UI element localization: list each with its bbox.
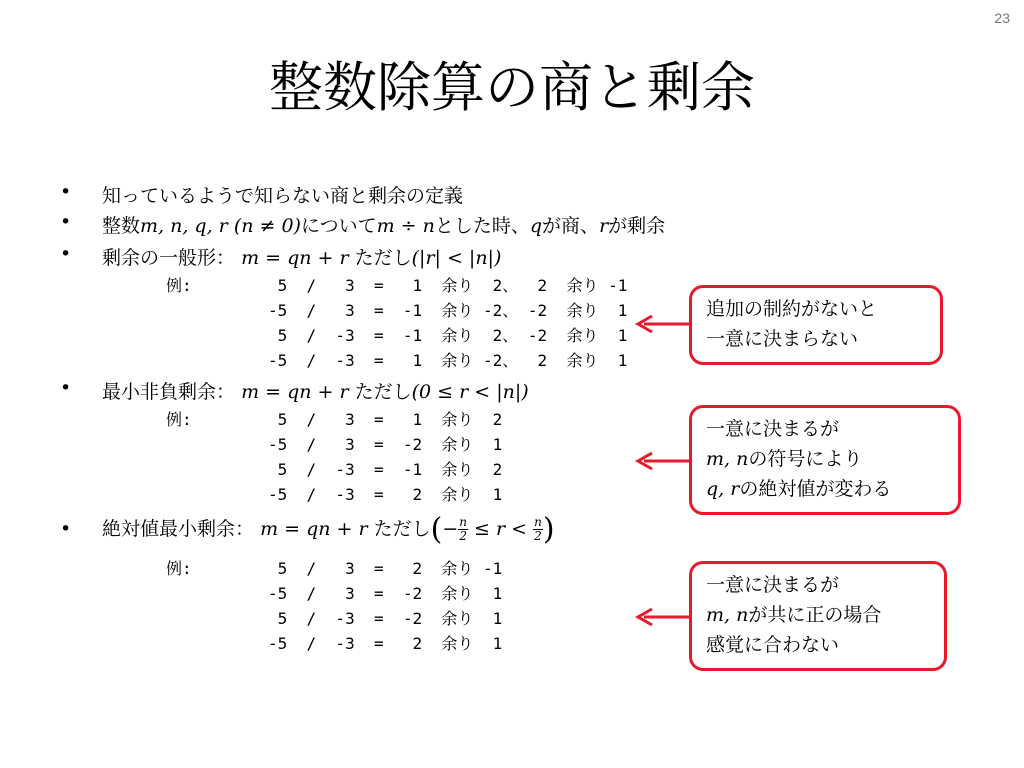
- math-equation: m = qn + r: [241, 247, 349, 269]
- page-number: 23: [994, 10, 1010, 26]
- left-paren: (: [430, 512, 443, 547]
- math-condition: (0 ≤ r < |n|): [411, 381, 529, 403]
- example-line: -5 / 3 = -2 余り 1: [268, 584, 503, 603]
- bullet-text: とした時、: [434, 215, 530, 237]
- math-equation: m = qn + r: [241, 381, 349, 403]
- arrow-left-icon: [632, 451, 692, 471]
- callout-line: 一意に決まるが: [706, 418, 840, 440]
- math-vars: m, n, q, r: [140, 215, 228, 237]
- callout-math: m, n: [706, 604, 749, 626]
- example-line: -5 / -3 = 2 余り 1: [268, 485, 503, 504]
- math-division: m ÷ n: [376, 215, 435, 237]
- fraction-n-over-2: $\frac{n}{2}$: [459, 515, 467, 543]
- example-line: 5 / -3 = -1 余り 2: [268, 460, 503, 479]
- callout-line: 追加の制約がないと: [706, 298, 878, 320]
- bullet-dot: •: [60, 243, 72, 265]
- bullet-text: ただし: [354, 381, 412, 403]
- callout-not-unique: [689, 285, 943, 365]
- example-line: -5 / -3 = 2 余り 1: [268, 634, 503, 653]
- example-line: -5 / 3 = -1 余り -2、 -2 余り 1: [268, 301, 628, 320]
- example-line: 5 / 3 = 1 余り 2、 2 余り -1: [268, 276, 628, 295]
- math-condition: (|r| < |n|): [411, 247, 502, 269]
- example-line: 5 / -3 = -1 余り 2、 -2 余り 1: [268, 326, 628, 345]
- math-r: r: [599, 215, 609, 237]
- fraction-n-over-2: $\frac{n}{2}$: [534, 515, 542, 543]
- bullet-text: について: [300, 215, 377, 237]
- example-line: -5 / 3 = -2 余り 1: [268, 435, 503, 454]
- bullet-label: 絶対値最小剰余：: [102, 518, 255, 540]
- callout-math: q, r: [706, 478, 740, 500]
- slide-title: 整数除算の商と剰余: [269, 56, 755, 119]
- bullet-text: が商、: [542, 215, 600, 237]
- callout-text: の絶対値が変わる: [739, 478, 892, 500]
- bullet-text: ただし: [373, 518, 431, 540]
- arrow-left-icon: [632, 314, 692, 334]
- bullet-text: が剰余: [608, 215, 666, 237]
- example-label: 例:: [166, 410, 192, 429]
- bullet-text: 整数: [102, 215, 141, 237]
- bullet-dot: •: [60, 518, 72, 540]
- callout-text: が共に正の場合: [748, 604, 882, 626]
- math-equation: m = qn + r: [260, 518, 368, 540]
- callout-line: 感覚に合わない: [706, 634, 840, 656]
- math-q: q: [529, 215, 543, 237]
- callout-line: 一意に決まるが: [706, 574, 840, 596]
- callout-line: 一意に決まらない: [706, 328, 859, 350]
- arrow-left-icon: [632, 607, 692, 627]
- bullet-label: 剰余の一般形：: [102, 247, 236, 269]
- example-line: 5 / 3 = 1 余り 2: [268, 410, 503, 429]
- example-label: 例:: [166, 276, 192, 295]
- bullet-dot: •: [60, 211, 72, 233]
- bullet-label: 最小非負剰余：: [102, 381, 236, 403]
- example-line: 5 / -3 = -2 余り 1: [268, 609, 503, 628]
- callout-math: m, n: [706, 448, 749, 470]
- right-paren: ): [542, 512, 555, 547]
- bullet-dot: •: [60, 377, 72, 399]
- callout-sign-dependent: [689, 405, 961, 515]
- callout-text: の符号により: [748, 448, 863, 470]
- math-minus: −: [442, 518, 459, 540]
- callout-counterintuitive: [689, 561, 947, 671]
- bullet-text: 知っているようで知らない商と剰余の定義: [102, 185, 464, 207]
- example-line: 5 / 3 = 2 余り -1: [268, 559, 503, 578]
- math-condition: (n ≠ 0): [233, 215, 301, 237]
- bullet-text: ただし: [354, 247, 412, 269]
- example-label: 例:: [166, 559, 192, 578]
- math-inequality: ≤ r <: [474, 518, 528, 540]
- bullet-dot: •: [60, 181, 72, 203]
- example-line: -5 / -3 = 1 余り -2、 2 余り 1: [268, 351, 628, 370]
